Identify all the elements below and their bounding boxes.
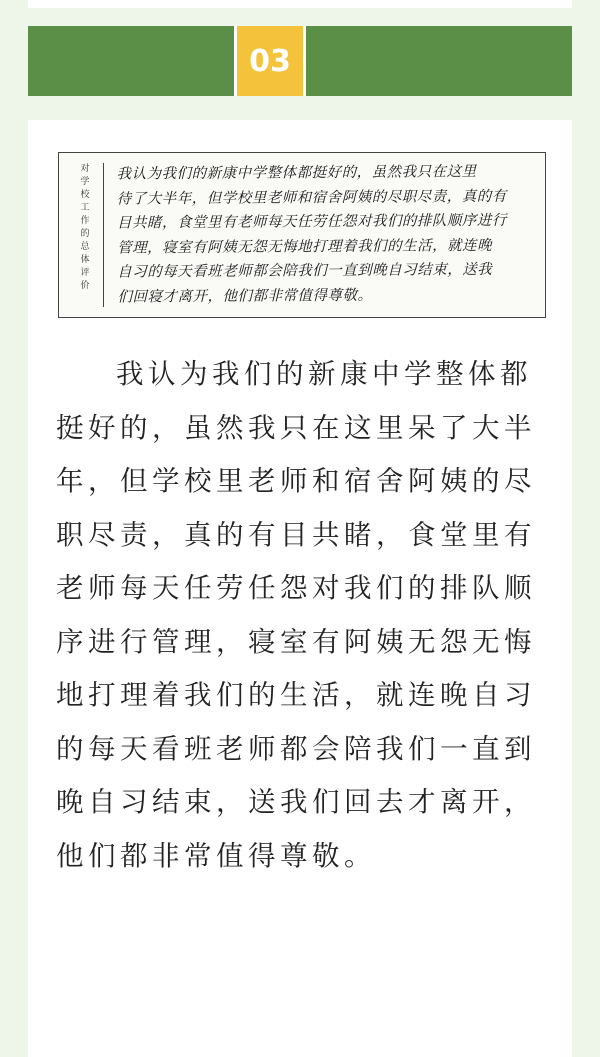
label-char: 体 — [80, 255, 90, 265]
transcription-paragraph: 我认为我们的新康中学整体都挺好的，虽然我只在这里呆了大半年，但学校里老师和宿舍阿姨的尽职尽责，真的有目共睹，食堂里有老师每天任劳任怨对我们的排队顺序进行管理，寝室有阿姨无怨无悔地打理着我们的生活，就连晚自习的每天看班老师都会陪我们一直到晚自习结束，送我们回去才离开，他们都非常值得尊敬。 — [56, 358, 536, 872]
handwriting-line: 待了大半年，但学校里老师和宿舍阿姨的尽职尽责，真的有 — [116, 188, 507, 207]
handwritten-form-image — [58, 152, 546, 318]
banner-divider-right — [303, 26, 306, 96]
label-char: 总 — [80, 242, 90, 252]
label-char: 对 — [80, 164, 90, 174]
content-card — [28, 120, 572, 1057]
label-char: 评 — [80, 268, 90, 278]
label-char: 校 — [80, 190, 90, 200]
label-char: 的 — [80, 229, 90, 239]
section-banner — [28, 26, 572, 96]
previous-card-edge — [28, 0, 572, 8]
handwriting-line: 们回寝才离开，他们都非常值得尊敬。 — [117, 287, 373, 305]
form-field-label — [67, 163, 104, 307]
label-char: 作 — [80, 216, 90, 226]
handwriting-line: 自习的每天看班老师都会陪我们一直到晚自习结束，送我 — [117, 261, 493, 281]
handwriting-text — [116, 160, 535, 310]
section-number-badge: 03 — [237, 26, 303, 96]
label-char: 价 — [80, 281, 90, 291]
handwriting-line: 我认为我们的新康中学整体都挺好的，虽然我只在这里 — [116, 163, 477, 183]
handwriting-line: 目共睹，食堂里有老师每天任劳任怨对我们的排队顺序进行 — [116, 212, 507, 232]
label-char: 工 — [80, 203, 90, 213]
label-char: 学 — [80, 177, 90, 187]
handwriting-line: 管理，寝室有阿姨无怨无悔地打理着我们的生活，就连晚 — [117, 237, 493, 256]
